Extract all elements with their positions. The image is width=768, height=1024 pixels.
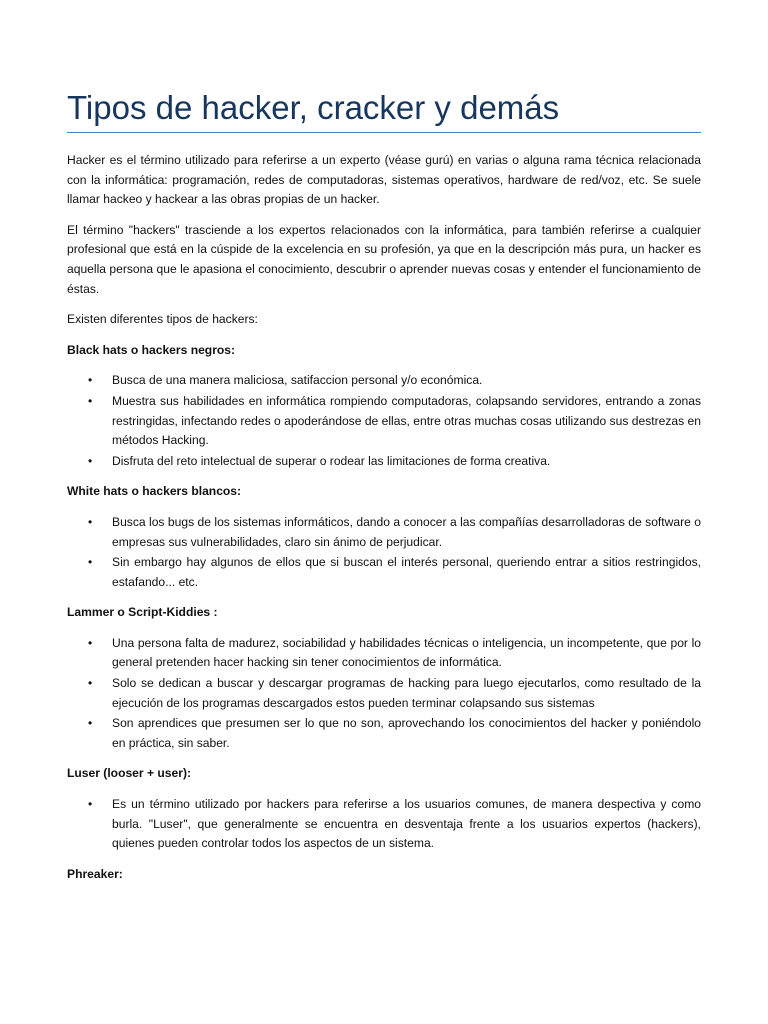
list-item-text: Solo se dedican a buscar y descargar programas de hacking para luego ejecutarlos, como resultado de la ejecución de los programas descargados estos pueden terminar colapsando sus sistemas (112, 676, 701, 710)
white-hats-list (67, 513, 701, 592)
lammer-list (67, 634, 701, 754)
list-item (67, 553, 701, 592)
list-item-text: Muestra sus habilidades en informática rompiendo computadoras, colapsando servidores, entrando a zonas restringidas, infectando redes o apoderándose de ellas, entre otras muchas cosas utilizando sus destrezas en métodos Hacking. (112, 393, 701, 448)
list-item-text: Son aprendices que presumen ser lo que no son, aprovechando los conocimientos del hacker y poniéndolo en práctica, sin saber. (112, 716, 701, 750)
list-item (67, 452, 701, 472)
list-item (67, 795, 701, 854)
bullet-icon: • (88, 797, 93, 812)
document-title: Tipos de hacker, cracker y demás (67, 89, 560, 126)
section-heading-white-hats: White hats o hackers blancos: (67, 484, 242, 499)
list-item-text: Es un término utilizado por hackers para referirse a los usuarios comunes, de manera despectiva y como burla. "Luser", que generalmente se encuentra en desventaja frente a los usuarios expertos (hackers), quienes pueden controlar todos los aspectos de un sistema. (112, 797, 701, 851)
section-heading-lammer: Lammer o Script-Kiddies : (67, 605, 218, 620)
list-item (67, 513, 701, 552)
bullet-icon: • (88, 676, 93, 691)
title-underline (67, 132, 701, 133)
list-item (67, 392, 701, 451)
section-heading-phreaker: Phreaker: (67, 866, 123, 881)
bullet-icon: • (88, 635, 93, 650)
list-item (67, 634, 701, 673)
section-heading-black-hats: Black hats o hackers negros: (67, 342, 236, 357)
black-hats-list (67, 371, 701, 471)
bullet-icon: • (88, 514, 93, 529)
hackers-term-paragraph: El término "hackers" trasciende a los expertos relacionados con la informática, para también referirse a cualquier profesional que está en la cúspide de la excelencia en su profesión, ya que en la descripción más pura, un hacker es aquella persona que le apasiona el conocimiento, descubrir o aprender nuevas cosas y entender el funcionamiento de éstas. (67, 222, 701, 296)
document-body (67, 151, 701, 895)
list-item-text: Disfruta del reto intelectual de superar o rodear las limitaciones de forma creativa. (112, 453, 551, 468)
bullet-icon: • (88, 716, 93, 731)
list-item (67, 674, 701, 713)
luser-list (67, 795, 701, 854)
list-item-text: Busca los bugs de los sistemas informáticos, dando a conocer a las compañías desarrolladoras de software o empresas sus vulnerabilidades, claro sin ánimo de perjudicar. (112, 514, 701, 549)
section-heading-luser: Luser (looser + user): (67, 766, 191, 781)
bullet-icon: • (88, 555, 93, 570)
bullet-icon: • (88, 453, 93, 468)
list-item (67, 714, 701, 753)
types-intro-paragraph: Existen diferentes tipos de hackers: (67, 312, 258, 327)
intro-paragraph: Hacker es el término utilizado para referirse a un experto (véase gurú) en varias o alguna rama técnica relacionada con la informática: programación, redes de computadoras, sistemas operativos, hardware de red/voz, etc. Se suele llamar hackeo y hackear a las obras propias de un hacker. (67, 153, 701, 207)
list-item (67, 371, 701, 391)
list-item-text: Busca de una manera maliciosa, satifaccion personal y/o económica. (112, 373, 483, 388)
list-item-text: Sin embargo hay algunos de ellos que si buscan el interés personal, queriendo entrar a sitios restringidos, estafando... etc. (112, 555, 701, 589)
bullet-icon: • (88, 393, 93, 408)
bullet-icon: • (88, 373, 93, 388)
list-item-text: Una persona falta de madurez, sociabilidad y habilidades técnicas o inteligencia, un incompetente, que por lo general pretenden hacer hacking sin tener conocimientos de informática. (112, 635, 701, 670)
